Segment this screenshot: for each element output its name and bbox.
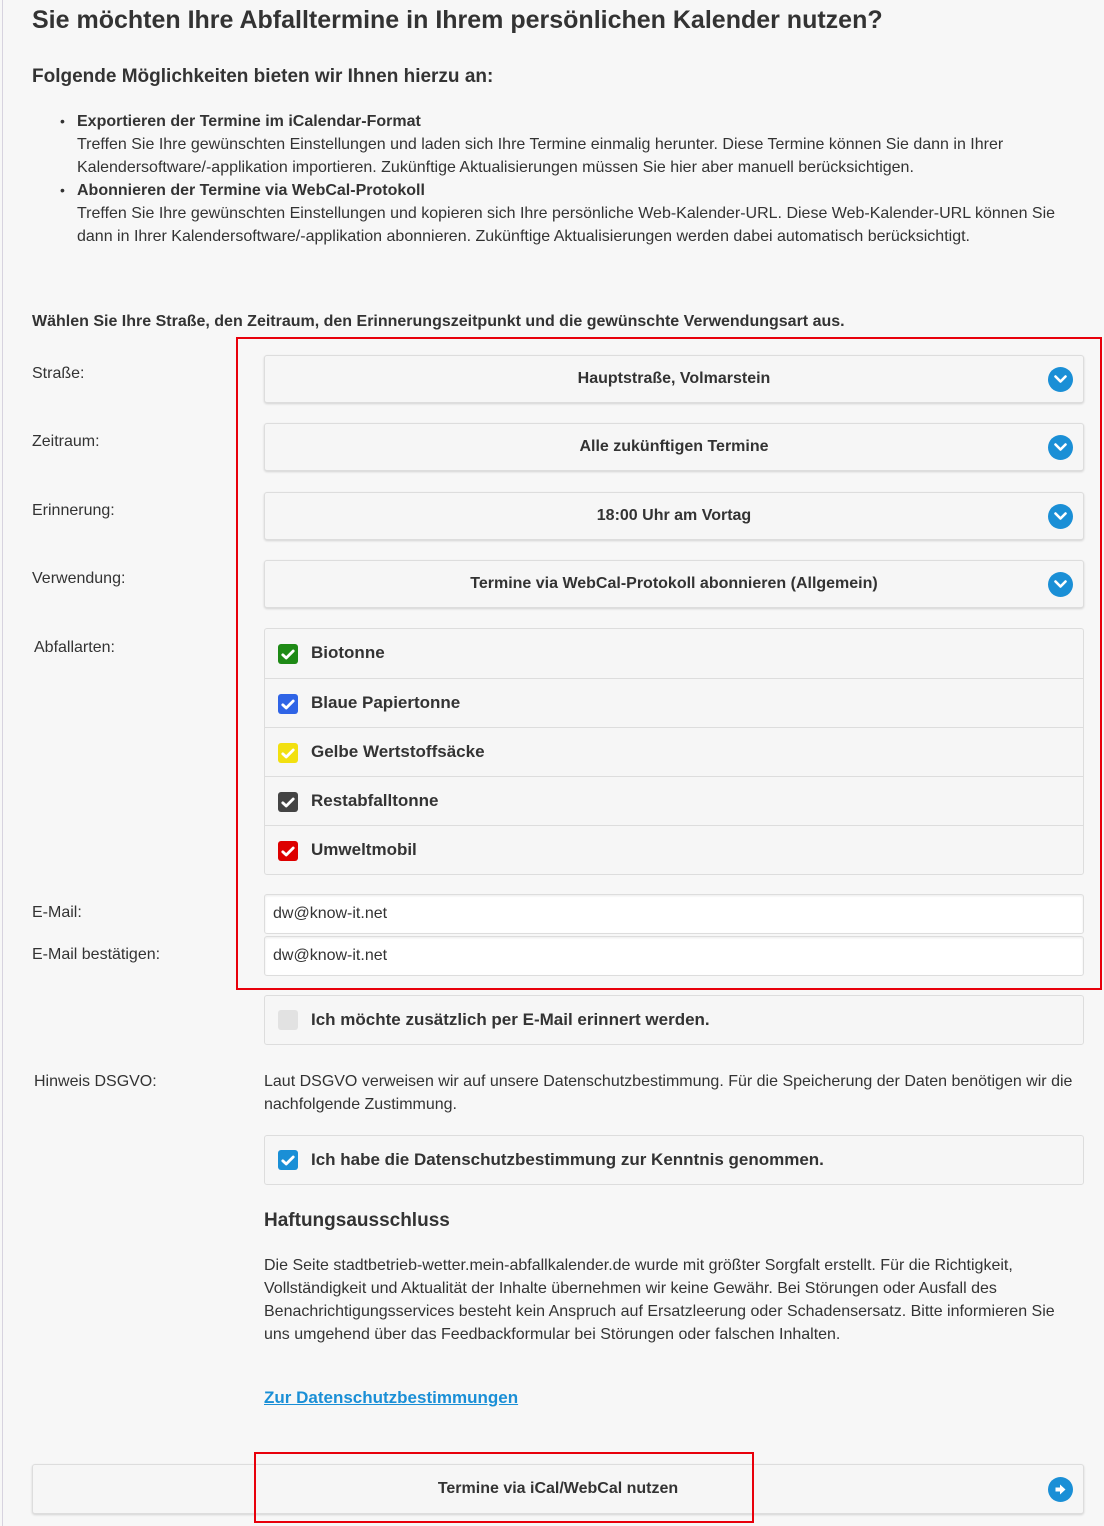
email-confirm-label: E-Mail bestätigen: xyxy=(32,946,161,963)
chevron-down-icon xyxy=(1048,435,1073,460)
checkbox-checked-icon[interactable] xyxy=(278,792,298,812)
period-select[interactable] xyxy=(264,423,1084,471)
email-reminder-option[interactable] xyxy=(264,995,1084,1045)
waste-type-restabfalltonne[interactable] xyxy=(265,776,1083,825)
usage-label: Verwendung: xyxy=(32,570,126,587)
checkbox-checked-icon[interactable] xyxy=(278,1150,298,1170)
submit-button-label: Termine via iCal/WebCal nutzen xyxy=(437,1480,679,1497)
chevron-down-icon xyxy=(1048,367,1073,392)
waste-type-biotonne[interactable] xyxy=(265,629,1083,678)
waste-type-label: Umweltmobil xyxy=(311,840,417,859)
checkbox-checked-icon[interactable] xyxy=(278,644,298,664)
checkbox-checked-icon[interactable] xyxy=(278,743,298,763)
reminder-label: Erinnerung: xyxy=(32,502,115,519)
submit-button[interactable] xyxy=(32,1464,1084,1514)
option-webcal-subscribe xyxy=(77,179,1087,248)
checkbox-checked-icon[interactable] xyxy=(278,694,298,714)
waste-type-blaue-papiertonne[interactable] xyxy=(265,678,1083,727)
disclaimer-text: Die Seite stadtbetrieb-wetter.mein-abfallkalender.de wurde mit größter Sorgfalt erstellt. Für die Richtigkeit, Vollständigkeit und Aktualität der Inhalte übernehmen wir keine Gewähr. Bei Störungen oder Ausfall des Benachrichtigungsservices besteht kein Anspruch auf Ersatzleerung oder Schadensersatz. Bitte informieren Sie uns umgehend über das Feedbackformular bei Störungen oder falschen Inhalten. xyxy=(264,1257,1055,1343)
checkbox-checked-icon[interactable] xyxy=(278,841,298,861)
email-reminder-label: Ich möchte zusätzlich per E-Mail erinnert werden. xyxy=(311,1010,710,1029)
options-list xyxy=(77,110,1087,248)
dsgvo-consent-option[interactable] xyxy=(264,1135,1084,1185)
waste-type-gelbe-wertstoffsaecke[interactable] xyxy=(265,727,1083,776)
waste-type-label: Blaue Papiertonne xyxy=(311,693,461,712)
waste-type-label: Biotonne xyxy=(311,643,385,662)
waste-types-list xyxy=(264,628,1084,875)
waste-types-label: Abfallarten: xyxy=(34,639,115,656)
email-label: E-Mail: xyxy=(32,904,82,921)
option-title: • Abonnieren der Termine via WebCal-Protokoll xyxy=(77,182,425,199)
option-title: • Exportieren der Termine im iCalendar-Format xyxy=(77,113,421,130)
waste-type-label: Gelbe Wertstoffsäcke xyxy=(311,742,485,761)
period-label: Zeitraum: xyxy=(32,433,100,450)
page-title: Sie möchten Ihre Abfalltermine in Ihrem persönlichen Kalender nutzen? xyxy=(32,6,883,34)
street-select[interactable] xyxy=(264,355,1084,403)
page-left-border xyxy=(2,0,3,1526)
street-label: Straße: xyxy=(32,365,85,382)
arrow-right-icon xyxy=(1048,1477,1073,1502)
street-select-value: Hauptstraße, Volmarstein xyxy=(577,370,771,387)
waste-type-label: Restabfalltonne xyxy=(311,791,439,810)
dsgvo-text: Laut DSGVO verweisen wir auf unsere Datenschutzbestimmung. Für die Speicherung der Daten benötigen wir die nachfolgende Zustimmung. xyxy=(264,1073,1073,1113)
dsgvo-consent-label: Ich habe die Datenschutzbestimmung zur Kenntnis genommen. xyxy=(311,1150,824,1169)
reminder-select[interactable] xyxy=(264,492,1084,540)
email-confirm-field[interactable] xyxy=(264,936,1084,976)
page-subtitle: Folgende Möglichkeiten bieten wir Ihnen hierzu an: xyxy=(32,66,494,87)
disclaimer-title: Haftungsausschluss xyxy=(264,1210,450,1231)
option-description: Treffen Sie Ihre gewünschten Einstellungen und kopieren sich Ihre persönliche Web-Kalender-URL. Diese Web-Kalender-URL können Sie dann in Ihrer Kalendersoftware/-applikation abonnieren. Zukünftige Aktualisierungen werden dabei automatisch berücksichtigt. xyxy=(77,205,1056,245)
waste-type-umweltmobil[interactable] xyxy=(265,825,1083,874)
chevron-down-icon xyxy=(1048,572,1073,597)
email-field[interactable] xyxy=(264,894,1084,934)
reminder-select-value: 18:00 Uhr am Vortag xyxy=(596,507,752,524)
option-description: Treffen Sie Ihre gewünschten Einstellungen und laden sich Ihre Termine einmalig herunter. Diese Termine können Sie dann in Ihrer Kalendersoftware/-applikation importieren. Zukünftige Aktualisierungen müssen Sie hier aber manuell berücksichtigen. xyxy=(77,136,1004,176)
dsgvo-label: Hinweis DSGVO: xyxy=(34,1073,157,1090)
checkbox-unchecked-icon[interactable] xyxy=(278,1010,298,1030)
form-instruction: Wählen Sie Ihre Straße, den Zeitraum, den Erinnerungszeitpunkt und die gewünschte Verwendungsart aus. xyxy=(32,313,845,330)
usage-select-value: Termine via WebCal-Protokoll abonnieren (Allgemein) xyxy=(470,575,878,592)
usage-select[interactable] xyxy=(264,560,1084,608)
period-select-value: Alle zukünftigen Termine xyxy=(579,438,769,455)
option-ical-export xyxy=(77,110,1087,179)
privacy-policy-link[interactable]: Zur Datenschutzbestimmungen xyxy=(264,1388,519,1407)
chevron-down-icon xyxy=(1048,504,1073,529)
